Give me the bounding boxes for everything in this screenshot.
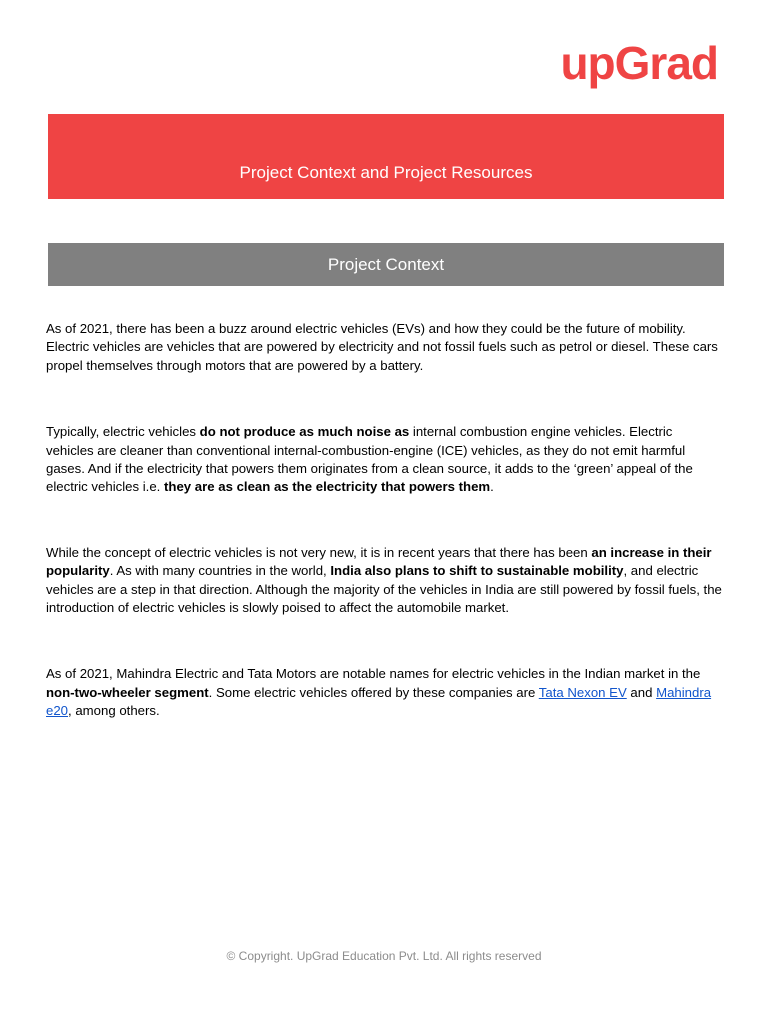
bold-phrase: India also plans to shift to sustainable mobility <box>330 563 624 579</box>
paragraph-market <box>46 665 722 720</box>
title-banner <box>48 114 724 199</box>
mahindra-e20-link[interactable]: Mahindra e20 <box>46 684 712 719</box>
paragraph-text: , among others. <box>68 703 160 719</box>
section-banner <box>48 243 724 286</box>
tata-nexon-ev-link[interactable]: Tata Nexon EV <box>538 684 627 700</box>
paragraph-text: . Some electric vehicles offered by these companies are <box>208 684 539 700</box>
page-title: Project Context and Project Resources <box>239 163 533 182</box>
paragraph-text: , and electric vehicles are a step in that direction. Although the majority of the vehicles in India are still powered by fossil fuels, the introduction of electric vehicles is slowly poised to affect the automobile market. <box>46 563 722 616</box>
copyright-footer: © Copyright. UpGrad Education Pvt. Ltd. All rights reserved <box>226 949 542 963</box>
paragraph-noise <box>46 423 722 497</box>
paragraph-text: As of 2021, there has been a buzz around electric vehicles (EVs) and how they could be the future of mobility. Electric vehicles are vehicles that are powered by electricity and not fossil fuels such as petrol or diesel. These cars propel themselves through motors that are powered by a battery. <box>46 321 718 373</box>
paragraph-popularity <box>46 544 722 618</box>
paragraph-text: . As with many countries in the world, <box>109 563 331 579</box>
paragraph-text: . <box>490 479 494 495</box>
document-body <box>46 320 722 769</box>
paragraph-text: Typically, electric vehicles <box>46 424 200 440</box>
paragraph-intro <box>46 320 722 375</box>
upgrad-logo: upGrad <box>560 37 718 89</box>
bold-phrase: they are as clean as the electricity that powers them <box>164 479 491 495</box>
paragraph-text: As of 2021, Mahindra Electric and Tata Motors are notable names for electric vehicles in the Indian market in the <box>46 666 701 682</box>
section-title: Project Context <box>327 255 445 274</box>
paragraph-text: internal combustion engine vehicles. Electric vehicles are cleaner than conventional internal-combustion-engine (ICE) vehicles, as they do not emit harmful gases. And if the electricity that powers them originates from a clean source, it adds to the ‘green’ appeal of the electric vehicles i.e. <box>46 424 693 495</box>
bold-phrase: do not produce as much noise as <box>199 424 410 440</box>
paragraph-text: and <box>626 684 657 700</box>
bold-phrase: an increase in their popularity <box>46 544 712 579</box>
paragraph-text: While the concept of electric vehicles is not very new, it is in recent years that there has been <box>46 544 592 560</box>
bold-phrase: non-two-wheeler segment <box>46 684 209 700</box>
